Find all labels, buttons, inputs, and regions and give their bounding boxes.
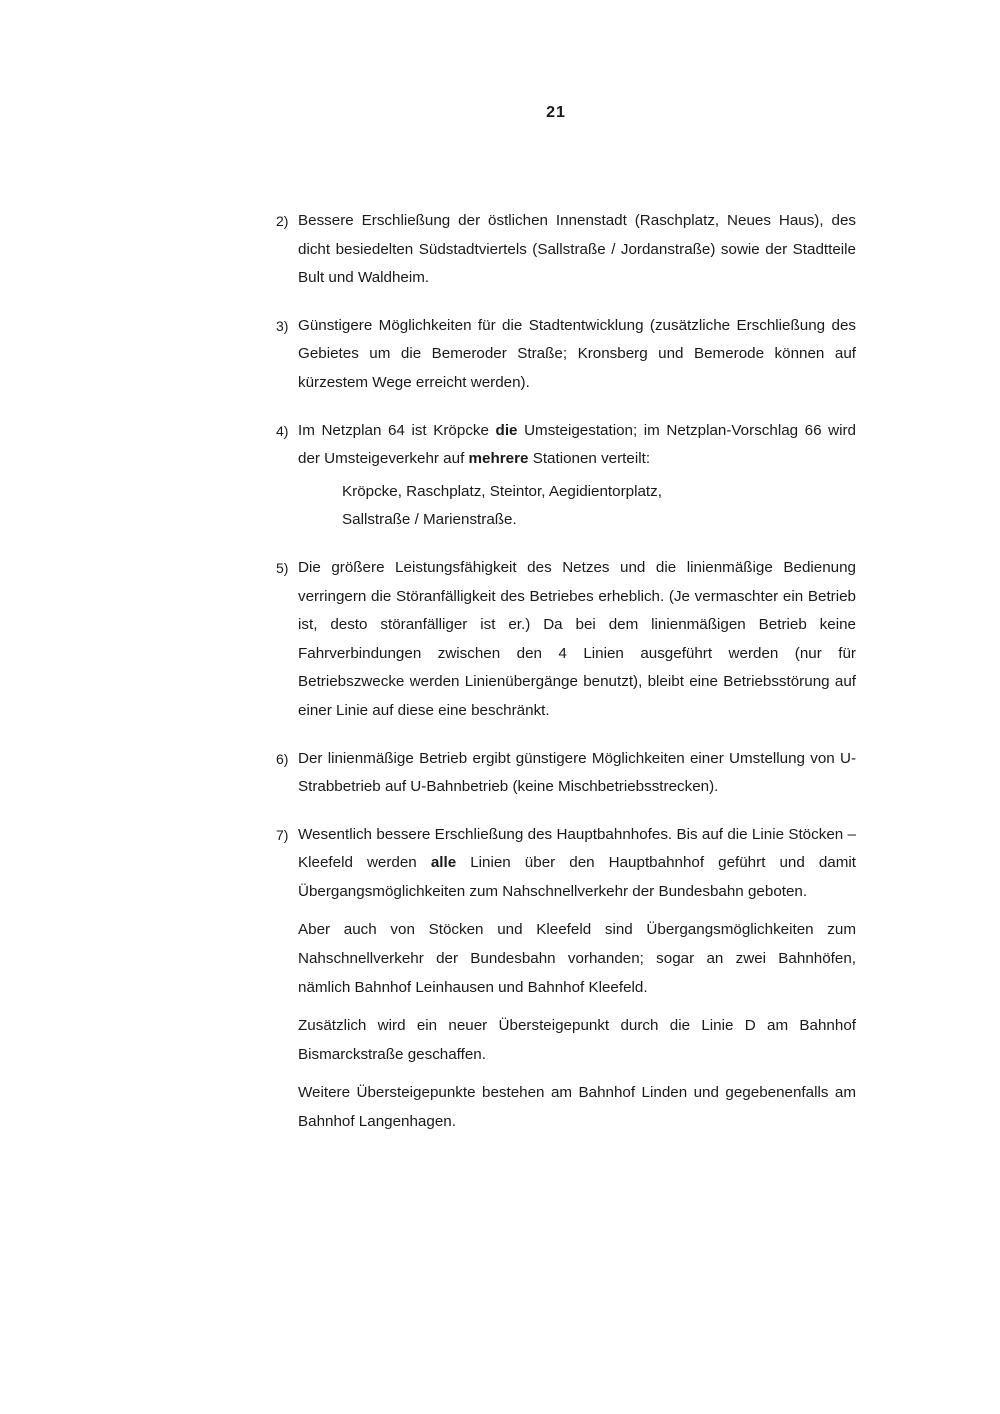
paragraph: Aber auch von Stöcken und Kleefeld sind Übergangsmöglichkeiten zum Nahschnellverkehr der Bundesbahn vorhanden; sogar an zwei Bahnhöfen, nämlich Bahnhof Leinhausen und Bahnhof Kleefeld.: [298, 921, 856, 996]
item-body: [298, 207, 856, 293]
paragraph: Der linienmäßige Betrieb ergibt günstigere Möglichkeiten einer Umstellung von U-Strabbetrieb auf U-Bahnbetrieb (keine Mischbetriebsstrecken).: [298, 749, 856, 796]
item-body: [298, 821, 856, 1137]
paragraph: Weitere Übersteigepunkte bestehen am Bahnhof Linden und gegebenenfalls am Bahnhof Langenhagen.: [298, 1084, 856, 1131]
item-number: 3): [276, 317, 289, 334]
item-body: [298, 417, 856, 535]
list-item: [276, 745, 856, 802]
text-run: Stationen verteilt:: [528, 450, 651, 468]
item-number: 5): [276, 559, 289, 576]
text-run: Linien über den Hauptbahnhof geführt und damit Übergangsmöglichkeiten zum Nahschnellverkehr der Bundesbahn geboten.: [298, 854, 856, 900]
list-item: [276, 821, 856, 1137]
item-body: [298, 312, 856, 398]
document-body: [276, 207, 856, 1156]
paragraph: Günstigere Möglichkeiten für die Stadtentwicklung (zusätzliche Erschließung des Gebietes um die Bemeroder Straße; Kronsberg und Bemerode können auf kürzestem Wege erreicht werden).: [298, 316, 856, 391]
bold-text: die: [495, 421, 518, 439]
text-run: Im Netzplan 64 ist Kröpcke: [298, 421, 496, 439]
item-number: 4): [276, 422, 289, 439]
text-run: Wesentlich bessere Erschließung des Hauptbahnhofes. Bis auf die Linie Stöcken – Kleefeld werden: [298, 825, 856, 872]
item-body: [298, 745, 856, 802]
item-body: [298, 554, 856, 726]
list-item: [276, 207, 856, 293]
paragraph: Zusätzlich wird ein neuer Übersteigepunkt durch die Linie D am Bahnhof Bismarckstraße geschaffen.: [298, 1017, 856, 1063]
list-item: [276, 417, 856, 535]
item-number: 2): [276, 213, 289, 229]
list-item: [276, 554, 856, 726]
paragraph: [298, 417, 856, 474]
item-number: 6): [276, 750, 289, 767]
paragraph: [298, 821, 856, 907]
page-number: 21: [546, 104, 566, 121]
station-line: Kröpcke, Raschplatz, Steintor, Aegidientorplatz,: [342, 482, 662, 500]
station-line: Sallstraße / Marienstraße.: [342, 511, 517, 529]
list-item: [276, 312, 856, 398]
station-list: [342, 478, 856, 535]
text-run: Umsteigestation; im Netzplan-Vorschlag 66 wird der Umsteigeverkehr auf: [298, 421, 856, 468]
bold-text: mehrere: [468, 450, 529, 468]
bold-text: alle: [430, 854, 457, 872]
item-number: 7): [276, 826, 289, 843]
paragraph: Bessere Erschließung der östlichen Innenstadt (Raschplatz, Neues Haus), des dicht besiedelten Südstadtviertels (Sallstraße / Jordanstraße) sowie der Stadtteile Bult und Waldheim.: [298, 212, 856, 287]
paragraph: Die größere Leistungsfähigkeit des Netzes und die linienmäßige Bedienung verringern die Störanfälligkeit des Betriebes erheblich. (Je vermaschter ein Betrieb ist, desto störanfälliger ist er.) Da bei dem linienmäßigen Betrieb keine Fahrverbindungen zwischen den 4 Linien ausgeführt werden (nur für Betriebszwecke werden Linienübergänge benutzt), bleibt eine Betriebsstörung auf einer Linie auf diese eine beschränkt.: [298, 558, 856, 719]
